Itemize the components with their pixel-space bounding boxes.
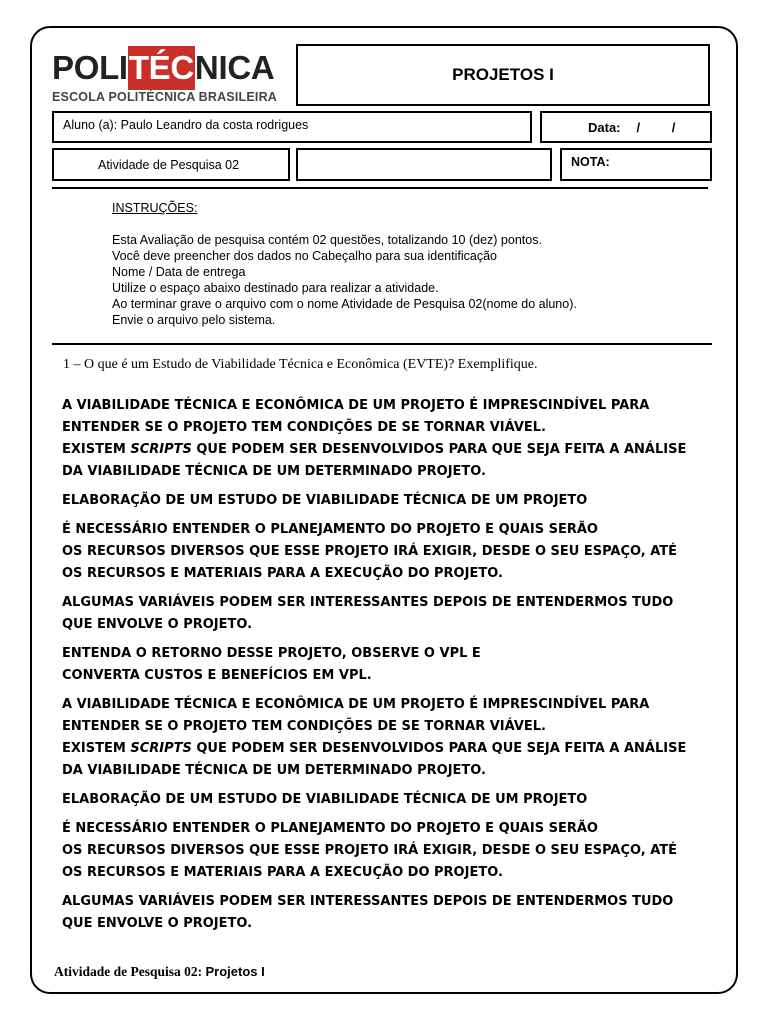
answer-paragraph: [62, 490, 722, 512]
answer-line: DA VIABILIDADE TÉCNICA DE UM DETERMINADO PROJETO.: [62, 464, 486, 479]
date-slashes: / /: [636, 119, 690, 135]
instruction-line: Envie o arquivo pelo sistema.: [112, 313, 276, 327]
answer-italic: SCRIPTS: [130, 442, 192, 457]
answer-line: ENTENDA O RETORNO DESSE PROJETO, OBSERVE O VPL E: [62, 646, 481, 661]
logo-wordmark: [52, 46, 274, 90]
logo-word-mid: TÉC: [128, 46, 195, 90]
instruction-line: Ao terminar grave o arquivo com o nome Atividade de Pesquisa 02(nome do aluno).: [112, 297, 577, 311]
logo: [52, 46, 288, 106]
answer-line: CONVERTA CUSTOS E BENEFÍCIOS EM VPL.: [62, 668, 372, 683]
answer-paragraph: [62, 891, 722, 935]
logo-word-start: POLI: [52, 49, 128, 86]
answer-line: ALGUMAS VARIÁVEIS PODEM SER INTERESSANTES DEPOIS DE ENTENDERMOS TUDO: [62, 595, 674, 610]
answer-paragraph: [62, 519, 722, 585]
answer-paragraph: [62, 789, 722, 811]
answer-text: [62, 395, 722, 942]
answer-line: OS RECURSOS DIVERSOS QUE ESSE PROJETO IRÁ EXIGIR, DESDE O SEU ESPAÇO, ATÉ: [62, 843, 678, 858]
answer-line: QUE ENVOLVE O PROJETO.: [62, 617, 253, 632]
answer-paragraph: [62, 395, 722, 483]
activity-title: Atividade de Pesquisa 02: [52, 148, 290, 181]
answer-line: ENTENDER SE O PROJETO TEM CONDIÇÕES DE SE TORNAR VIÁVEL.: [62, 719, 546, 734]
answer-span: QUE PODEM SER DESENVOLVIDOS PARA QUE SEJA FEITA A ANÁLISE: [191, 442, 687, 457]
divider-top: [52, 187, 708, 189]
footer-left: Atividade de Pesquisa 02:: [54, 964, 203, 979]
course-title: PROJETOS I: [296, 44, 710, 106]
student-field[interactable]: Aluno (a): Paulo Leandro da costa rodrigues: [52, 111, 532, 143]
date-label: Data:: [588, 119, 621, 135]
answer-span: EXISTEM: [62, 741, 131, 756]
answer-line: QUE ENVOLVE O PROJETO.: [62, 916, 253, 931]
answer-paragraph: [62, 592, 722, 636]
answer-span: EXISTEM: [62, 442, 131, 457]
logo-subtitle: ESCOLA POLITÉCNICA BRASILEIRA: [52, 90, 278, 104]
question-1: 1 – O que é um Estudo de Viabilidade Técnica e Econômica (EVTE)? Exemplifique.: [63, 357, 538, 372]
answer-line: OS RECURSOS E MATERIAIS PARA A EXECUÇÃO DO PROJETO.: [62, 566, 503, 581]
answer-paragraph: [62, 643, 722, 687]
grade-field[interactable]: NOTA:: [560, 148, 712, 181]
instructions: [112, 200, 672, 328]
answer-line: A VIABILIDADE TÉCNICA E ECONÔMICA DE UM PROJETO É IMPRESCINDÍVEL PARA: [62, 697, 650, 712]
answer-line: É NECESSÁRIO ENTENDER O PLANEJAMENTO DO PROJETO E QUAIS SERÃO: [62, 821, 598, 836]
answer-paragraph: [62, 694, 722, 782]
answer-line: DA VIABILIDADE TÉCNICA DE UM DETERMINADO PROJETO.: [62, 763, 486, 778]
answer-line: [62, 439, 722, 461]
answer-line: ELABORAÇÃO DE UM ESTUDO DE VIABILIDADE TÉCNICA DE UM PROJETO: [62, 493, 588, 508]
instruction-line: Nome / Data de entrega: [112, 265, 246, 279]
answer-line: OS RECURSOS DIVERSOS QUE ESSE PROJETO IRÁ EXIGIR, DESDE O SEU ESPAÇO, ATÉ: [62, 544, 678, 559]
answer-line: [62, 738, 722, 760]
footer-right: Projetos I: [205, 964, 265, 979]
answer-line: É NECESSÁRIO ENTENDER O PLANEJAMENTO DO PROJETO E QUAIS SERÃO: [62, 522, 598, 537]
divider-bottom: [52, 343, 712, 345]
answer-line: ELABORAÇÃO DE UM ESTUDO DE VIABILIDADE TÉCNICA DE UM PROJETO: [62, 792, 588, 807]
date-field[interactable]: [540, 111, 712, 143]
instruction-line: Você deve preencher dos dados no Cabeçalho para sua identificação: [112, 249, 497, 263]
answer-line: ENTENDER SE O PROJETO TEM CONDIÇÕES DE SE TORNAR VIÁVEL.: [62, 420, 546, 435]
instructions-title: INSTRUÇÕES:: [112, 201, 198, 215]
logo-word-end: NICA: [194, 49, 275, 86]
answer-italic: SCRIPTS: [130, 741, 192, 756]
answer-line: A VIABILIDADE TÉCNICA E ECONÔMICA DE UM PROJETO É IMPRESCINDÍVEL PARA: [62, 398, 650, 413]
answer-span: QUE PODEM SER DESENVOLVIDOS PARA QUE SEJA FEITA A ANÁLISE: [191, 741, 687, 756]
answer-line: ALGUMAS VARIÁVEIS PODEM SER INTERESSANTES DEPOIS DE ENTENDERMOS TUDO: [62, 894, 674, 909]
answer-line: OS RECURSOS E MATERIAIS PARA A EXECUÇÃO DO PROJETO.: [62, 865, 503, 880]
answer-paragraph: [62, 818, 722, 884]
instruction-line: Utilize o espaço abaixo destinado para realizar a atividade.: [112, 281, 439, 295]
blank-field[interactable]: [296, 148, 552, 181]
instruction-line: Esta Avaliação de pesquisa contém 02 questões, totalizando 10 (dez) pontos.: [112, 233, 542, 247]
page-footer: [54, 964, 265, 980]
